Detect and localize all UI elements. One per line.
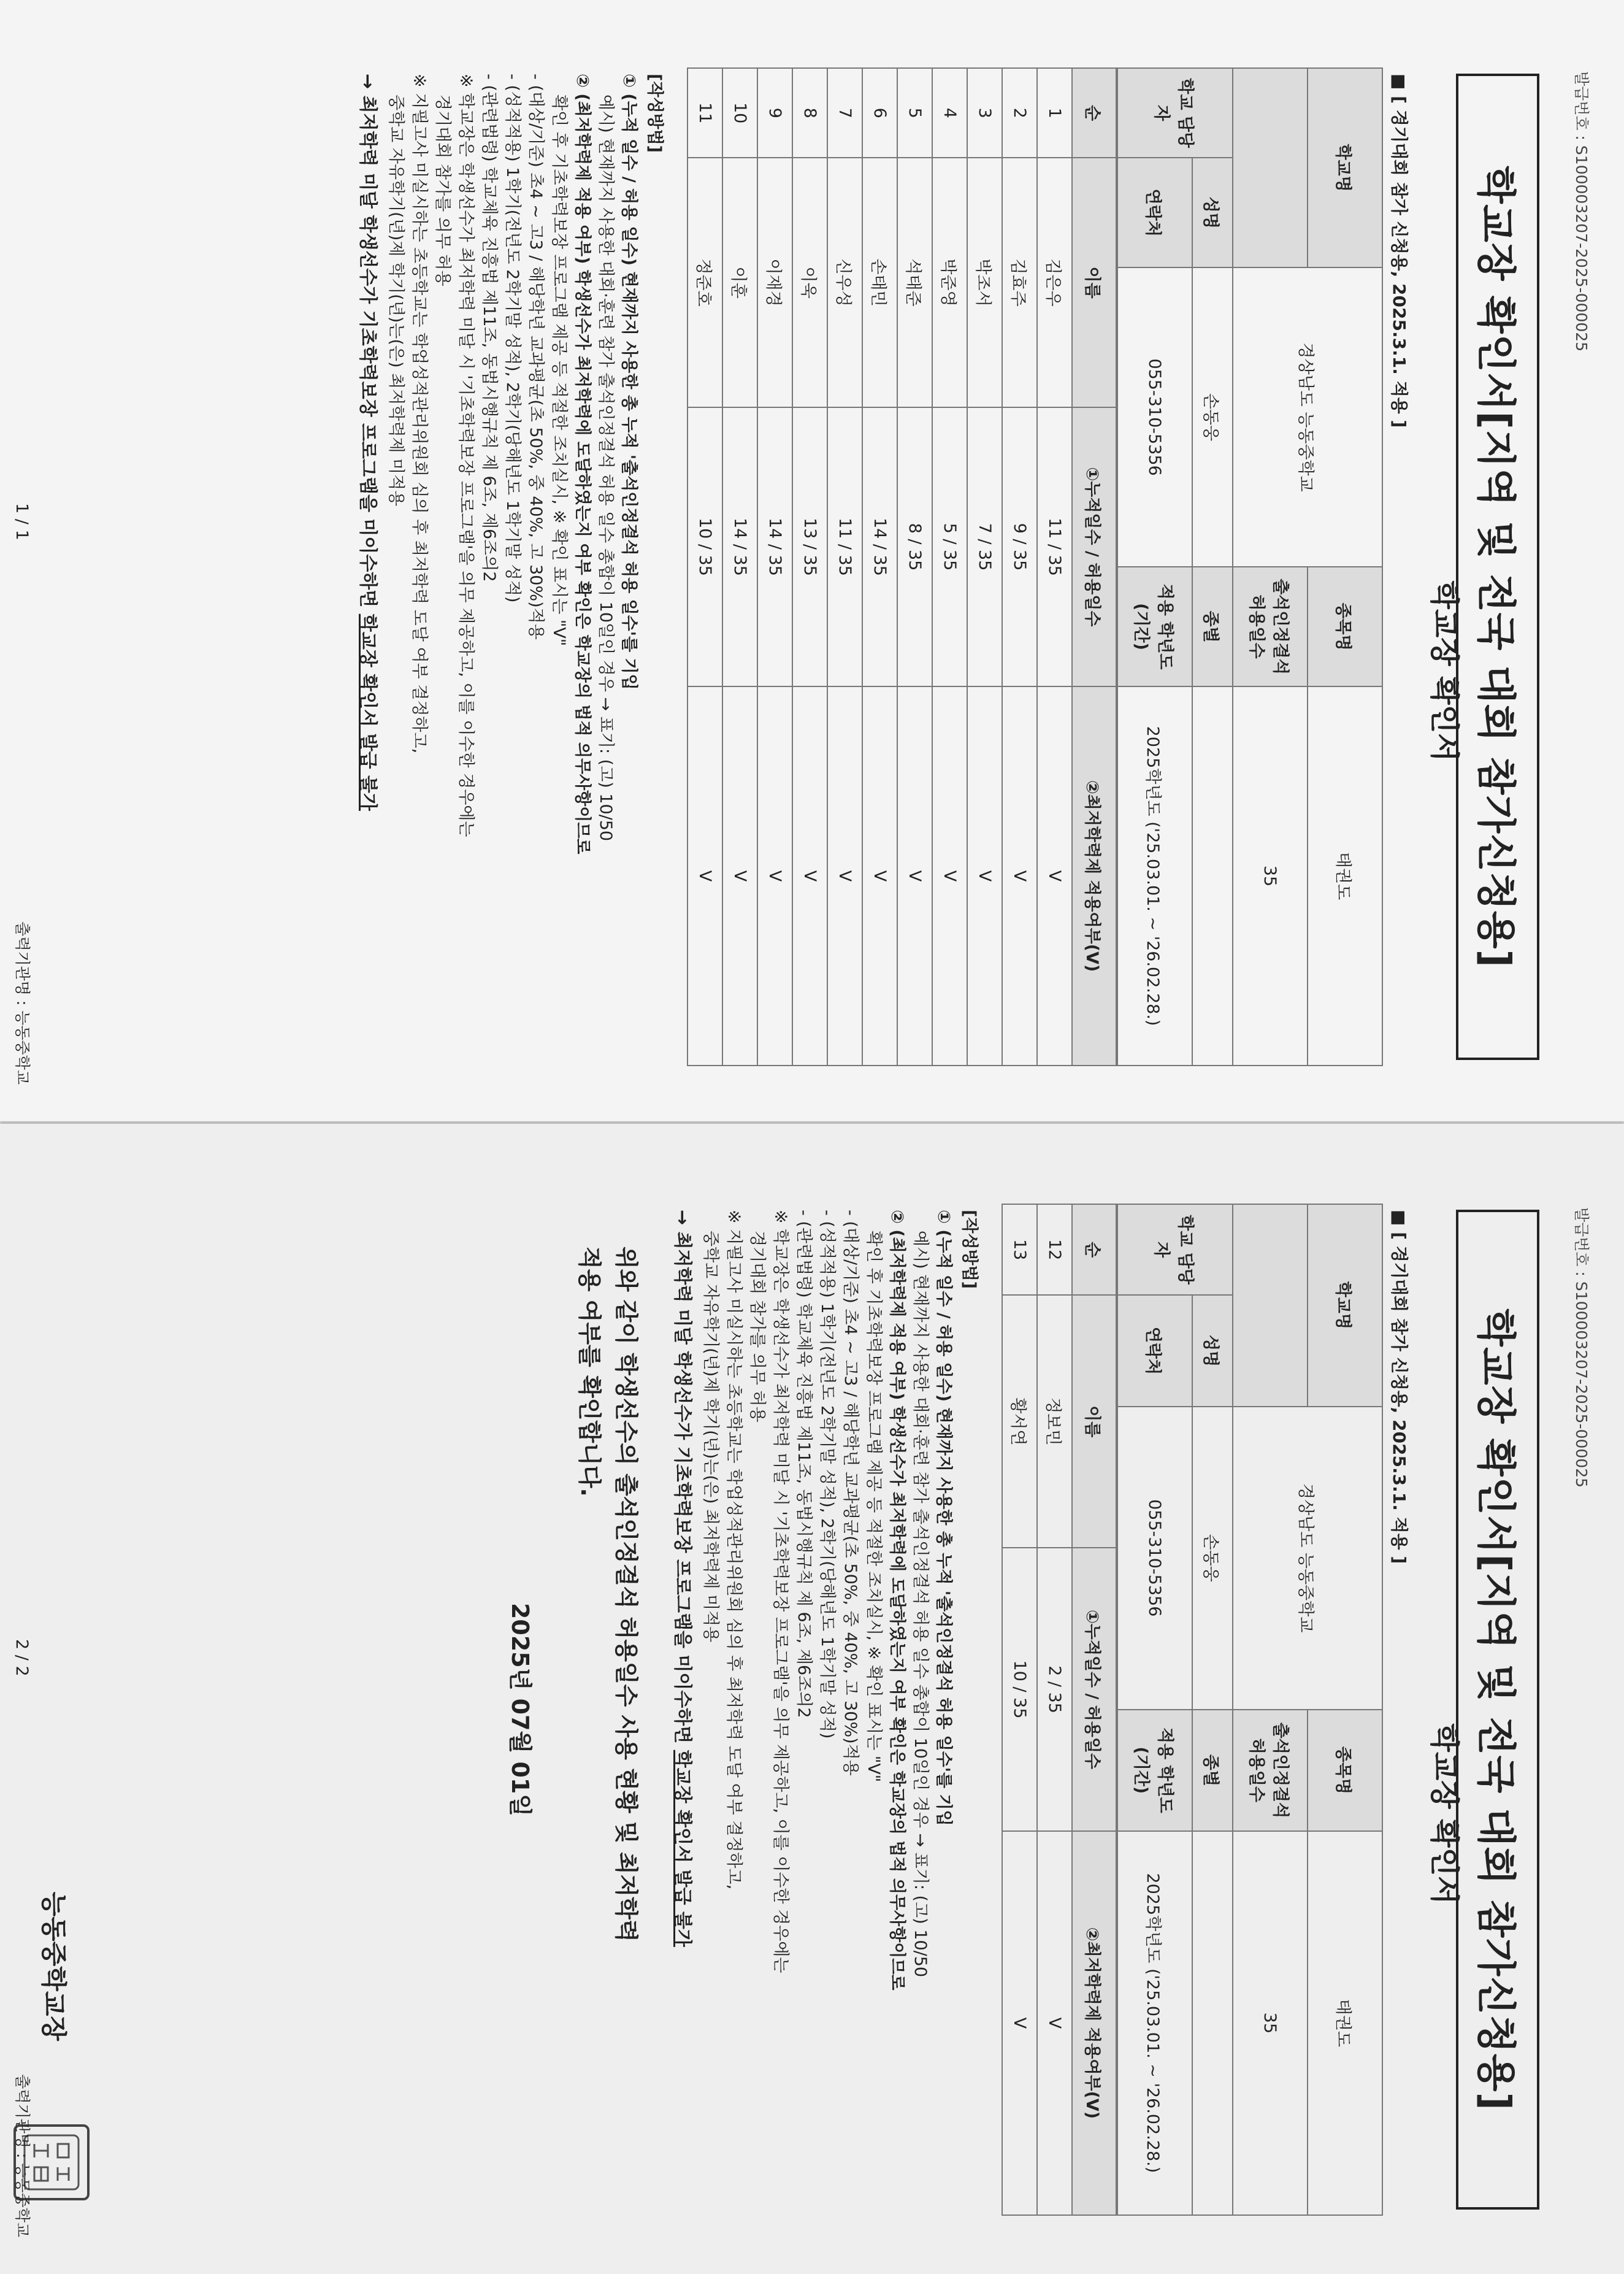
method-warning [670, 1210, 694, 2216]
minimum-grade-check: V [932, 686, 967, 1066]
row-number: 2 [1002, 68, 1037, 158]
issue-number: 발급번호 : S100003207-2025-000025 [1572, 71, 1590, 352]
col-apply: ②최저학력제 적용여부(V) [1072, 686, 1116, 1066]
grade-label: 종별 [1192, 1710, 1233, 1831]
document-title: 학교장 확인서[지역 및 전국 대회 참가신청용] [1456, 74, 1539, 1060]
student-name: 이훈 [722, 158, 757, 407]
issue-date: 2025년 07월 01일 [507, 1602, 534, 1817]
apply-year-label: 적용 학년도 (기간) [1117, 567, 1192, 686]
grade-label: 종별 [1192, 567, 1233, 686]
name-value: 손동웅 [1192, 1407, 1233, 1710]
table-row [792, 68, 827, 1066]
col-apply: ②최저학력제 적용여부(V) [1072, 1831, 1116, 2215]
document-page-2 [0, 1124, 1624, 2274]
method-line: 예시) 현재까지 사용한 대회·훈련 참가 출석인정결석 허용 일수 총합이 10일인 경우 → 표기: (고) 10/50 [596, 94, 615, 842]
student-name: 손태민 [862, 158, 897, 407]
accumulated-days: 5 / 35 [932, 407, 967, 686]
warning-underline: 학교장 확인서 발급 불가 [357, 613, 378, 811]
method-line: - (성적적용) 1학기(전년도 2학기말 성적), 2학기(당해년도 1학기말 성적) [503, 74, 522, 603]
page-number: 2 / 2 [12, 1639, 31, 1677]
accumulated-days: 10 / 35 [688, 407, 722, 686]
row-number: 4 [932, 68, 967, 158]
method-line: 예시) 현재까지 사용한 대회·훈련 참가 출석인정결석 허용 일수 총합이 10일인 경우 → 표기: (고) 10/50 [911, 1231, 930, 1978]
warning-text: → 최저학력 미달 학생선수가 기초학력보장 프로그램을 미이수하면 [672, 1210, 693, 1750]
apply-year-label: 적용 학년도 (기간) [1117, 1710, 1192, 1831]
application-note: ■ [ 경기대회 참가 신청용, 2025.3.1. 적용 ] [1389, 74, 1409, 428]
confirmation-line-2: 적용 여부를 확인합니다. [576, 1246, 603, 1497]
accumulated-days: 13 / 35 [792, 407, 827, 686]
confirmation-statement [571, 1246, 645, 2216]
method-heading: [작성방법] [645, 74, 664, 153]
minimum-grade-check: V [897, 686, 932, 1066]
name-label: 성명 [1192, 158, 1233, 267]
method-line: ② (최저학력제 적용 여부) 학생선수가 최저학력에 도달하였는지 여부 확인은 학교장의 법적 의무사항이므로 [573, 74, 592, 855]
method-line: ② (최저학력제 적용 여부) 학생선수가 최저학력에 도달하였는지 여부 확인은 학교장의 법적 의무사항이므로 [887, 1210, 906, 1991]
apply-year-value: 2025학년도 ('25.03.01. ~ '26.02.28.) [1117, 686, 1192, 1066]
method-line: 경기대회 참가를 의무 허용 [433, 94, 452, 286]
method-line: ※ 학교장은 학생선수가 최저학력 미달 시 '기초학력보장 프로그램'을 의무 제공하고, 이를 이수한 경우에는 [771, 1210, 790, 1973]
issue-number: 발급번호 : S100003207-2025-000025 [1572, 1207, 1590, 1488]
method-line: - (대상/기준) 초4 ~ 고3 / 해당학년 교과평균(초 50%, 중 40%, 고 30%)적용 [526, 74, 545, 640]
school-name-label: 학교명 [1308, 1204, 1382, 1407]
writing-method-page-2 [670, 1204, 981, 2216]
method-line: - (관련법령) 학교체육 진흥법 제11조, 동법시행규칙 제 6조, 제6조의2 [794, 1210, 813, 1718]
event-label: 종목명 [1308, 567, 1382, 686]
confirmation-line-1: 위와 같이 학생선수의 출석인정결석 허용일수 사용 현황 및 최저학력 [613, 1246, 640, 1942]
warning-underline: 학교장 확인서 발급 불가 [672, 1750, 693, 1947]
table-row [827, 68, 862, 1066]
table-row [1037, 1204, 1072, 2215]
student-name: 박조서 [967, 158, 1002, 407]
row-number: 11 [688, 68, 722, 158]
writing-method-page-1 [356, 67, 666, 1066]
school-info-table [1117, 67, 1383, 1066]
principal-name: 능동중학교장 [39, 1891, 69, 2041]
table-row [757, 68, 792, 1066]
document-subtitle: 학교장 확인서 [1427, 580, 1461, 762]
method-line: 중학교 자유학기(년)제 학기(년)는(은) 최저학력제 미적용 [386, 94, 405, 507]
minimum-grade-check: V [967, 686, 1002, 1066]
student-table-page-1 [687, 67, 1117, 1066]
method-line: - (성적적용) 1학기(전년도 2학기말 성적), 2학기(당해년도 1학기말 성적) [818, 1210, 837, 1739]
table-row [932, 68, 967, 1066]
phone-value: 055-310-5356 [1117, 267, 1192, 567]
accumulated-days: 7 / 35 [967, 407, 1002, 686]
col-name: 이름 [1072, 1295, 1116, 1548]
row-number: 1 [1037, 68, 1072, 158]
student-name: 이욱 [792, 158, 827, 407]
phone-value: 055-310-5356 [1117, 1407, 1192, 1710]
event-value: 태권도 [1308, 686, 1382, 1066]
method-warning [356, 74, 379, 1066]
phone-label: 연락처 [1117, 1295, 1192, 1406]
accumulated-days: 10 / 35 [1002, 1548, 1037, 1830]
page-number: 1 / 1 [12, 503, 31, 540]
row-number: 8 [792, 68, 827, 158]
event-label: 종목명 [1308, 1710, 1382, 1831]
col-name: 이름 [1072, 158, 1116, 407]
accumulated-days: 14 / 35 [757, 407, 792, 686]
accumulated-days: 14 / 35 [722, 407, 757, 686]
contact-person-label: 학교 담당자 [1117, 68, 1233, 158]
table-row [862, 68, 897, 1066]
row-number: 5 [897, 68, 932, 158]
accumulated-days: 9 / 35 [1002, 407, 1037, 686]
phone-label: 연락처 [1117, 158, 1192, 267]
row-number: 6 [862, 68, 897, 158]
method-line: ※ 지필고사 미실시하는 초등학교는 학업성적관리위원회 심의 후 최저학력 도달 여부 결정하고, [724, 1210, 743, 1890]
accumulated-days: 11 / 35 [1037, 407, 1072, 686]
minimum-grade-check: V [862, 686, 897, 1066]
accumulated-days: 14 / 35 [862, 407, 897, 686]
minimum-grade-check: V [688, 686, 722, 1066]
table-row [1002, 68, 1037, 1066]
table-row [1037, 68, 1072, 1066]
issuer-name: 출력기관명 : 능동중학교 [13, 2074, 31, 2237]
student-name: 석태준 [897, 158, 932, 407]
method-line: - (대상/기준) 초4 ~ 고3 / 해당학년 교과평균(초 50%, 중 40%, 고 30%)적용 [841, 1210, 860, 1776]
school-name-label: 학교명 [1308, 68, 1382, 267]
minimum-grade-check: V [1037, 686, 1072, 1066]
allowed-days-label: 출석인정결석 허용일수 [1233, 1710, 1308, 1831]
minimum-grade-check: V [757, 686, 792, 1066]
method-line: 중학교 자유학기(년)제 학기(년)는(은) 최저학력제 미적용 [701, 1231, 720, 1643]
document-page-1 [0, 0, 1624, 1121]
method-heading: [작성방법] [960, 1210, 979, 1289]
minimum-grade-check: V [722, 686, 757, 1066]
event-value: 태권도 [1308, 1831, 1382, 2215]
apply-year-value: 2025학년도 ('25.03.01. ~ '26.02.28.) [1117, 1831, 1192, 2215]
student-name: 정준호 [688, 158, 722, 407]
table-row [1002, 1204, 1037, 2215]
student-name: 이재경 [757, 158, 792, 407]
student-name: 신우성 [827, 158, 862, 407]
accumulated-days: 8 / 35 [897, 407, 932, 686]
issuer-name: 출력기관명 : 능동중학교 [13, 921, 31, 1085]
school-name-value: 경상남도 능동중학교 [1233, 1407, 1382, 1710]
accumulated-days: 11 / 35 [827, 407, 862, 686]
student-name: 박준영 [932, 158, 967, 407]
student-name: 김은우 [1037, 158, 1072, 407]
row-number: 9 [757, 68, 792, 158]
method-line: ① (누적 일수 / 허용 일수) 현재까지 사용한 총 누적 '출석인정결석 허용 일수'를 기입 [619, 74, 638, 690]
student-name: 황서연 [1002, 1295, 1037, 1548]
warning-text: → 최저학력 미달 학생선수가 기초학력보장 프로그램을 미이수하면 [357, 74, 378, 614]
method-line: 확인 후 기초학력보장 프로그램 제공 등 적절한 조치실시, ※ 확인 표시는 "V" [864, 1231, 883, 1783]
accumulated-days: 2 / 35 [1037, 1548, 1072, 1830]
method-line: ※ 지필고사 미실시하는 초등학교는 학업성적관리위원회 심의 후 최저학력 도달 여부 결정하고, [410, 74, 429, 754]
method-line: ※ 학교장은 학생선수가 최저학력 미달 시 '기초학력보장 프로그램'을 의무 제공하고, 이를 이수한 경우에는 [456, 74, 475, 837]
contact-person-label: 학교 담당자 [1117, 1204, 1233, 1295]
method-line: - (관련법령) 학교체육 진흥법 제11조, 동법시행규칙 제 6조, 제6조의2 [480, 74, 499, 582]
minimum-grade-check: V [1002, 1831, 1037, 2215]
minimum-grade-check: V [1002, 686, 1037, 1066]
col-no: 순 [1072, 68, 1116, 158]
method-line: 경기대회 참가를 의무 허용 [748, 1231, 767, 1423]
table-row [967, 68, 1002, 1066]
row-number: 10 [722, 68, 757, 158]
row-number: 3 [967, 68, 1002, 158]
col-days: ①누적일수 / 허용일수 [1072, 407, 1116, 686]
col-days: ①누적일수 / 허용일수 [1072, 1548, 1116, 1830]
row-number: 7 [827, 68, 862, 158]
row-number: 12 [1037, 1204, 1072, 1295]
student-name: 김효주 [1002, 158, 1037, 407]
method-line: 확인 후 기초학력보장 프로그램 제공 등 적절한 조치실시, ※ 확인 표시는 "V" [550, 94, 569, 647]
allowed-days-value: 35 [1233, 1831, 1308, 2215]
table-row [897, 68, 932, 1066]
name-value: 손동웅 [1192, 267, 1233, 567]
allowed-days-label: 출석인정결석 허용일수 [1233, 567, 1308, 686]
minimum-grade-check: V [827, 686, 862, 1066]
col-no: 순 [1072, 1204, 1116, 1295]
minimum-grade-check: V [792, 686, 827, 1066]
document-subtitle: 학교장 확인서 [1427, 1723, 1461, 1905]
application-note: ■ [ 경기대회 참가 신청용, 2025.3.1. 적용 ] [1389, 1210, 1409, 1564]
row-number: 13 [1002, 1204, 1037, 1295]
table-row [688, 68, 722, 1066]
table-row [722, 68, 757, 1066]
school-info-table [1117, 1204, 1383, 2216]
method-line: ① (누적 일수 / 허용 일수) 현재까지 사용한 총 누적 '출석인정결석 허용 일수'를 기입 [934, 1210, 953, 1826]
student-table-page-2 [1002, 1204, 1117, 2216]
name-label: 성명 [1192, 1295, 1233, 1406]
allowed-days-value: 35 [1233, 686, 1308, 1066]
minimum-grade-check: V [1037, 1831, 1072, 2215]
document-title: 학교장 확인서[지역 및 전국 대회 참가신청용] [1456, 1210, 1539, 2210]
student-name: 정보민 [1037, 1295, 1072, 1548]
school-name-value: 경상남도 능동중학교 [1233, 267, 1382, 567]
